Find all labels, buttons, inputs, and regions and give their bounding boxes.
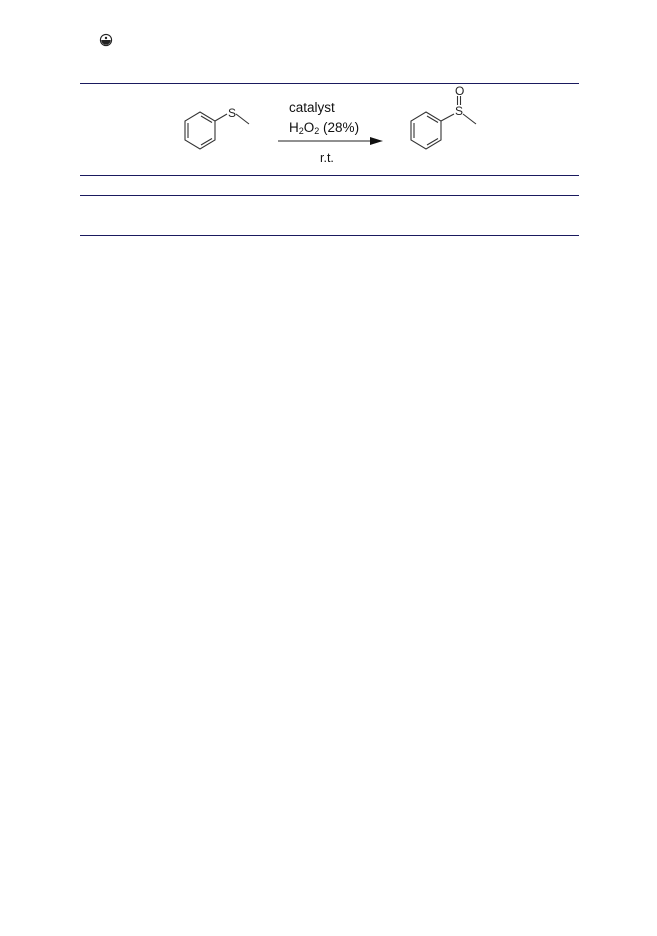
reaction-temperature: r.t. bbox=[320, 151, 334, 165]
reaction-arrow bbox=[278, 137, 383, 145]
reactant-thioanisole bbox=[185, 112, 249, 149]
oxidant-h: H bbox=[289, 120, 299, 135]
product-methyl-phenyl-sulfoxide bbox=[411, 96, 476, 149]
product-oxygen-label: O bbox=[455, 84, 465, 98]
reactant-sulfur-label: S bbox=[228, 106, 237, 120]
reagent-oxidant bbox=[289, 120, 359, 136]
reagent-catalyst: catalyst bbox=[289, 100, 335, 115]
table-header-rule bbox=[80, 195, 579, 196]
table-bottom-rule bbox=[80, 235, 579, 236]
oxidant-sub-1: 2 bbox=[298, 126, 304, 136]
oxidant-sub-2: 2 bbox=[314, 126, 320, 136]
open-access-icon bbox=[99, 33, 113, 47]
scheme-bottom-rule bbox=[80, 175, 579, 176]
oxidant-o: O bbox=[303, 120, 315, 135]
product-sulfur-label: S bbox=[455, 104, 464, 118]
oxidant-concentration: (28%) bbox=[319, 120, 360, 135]
